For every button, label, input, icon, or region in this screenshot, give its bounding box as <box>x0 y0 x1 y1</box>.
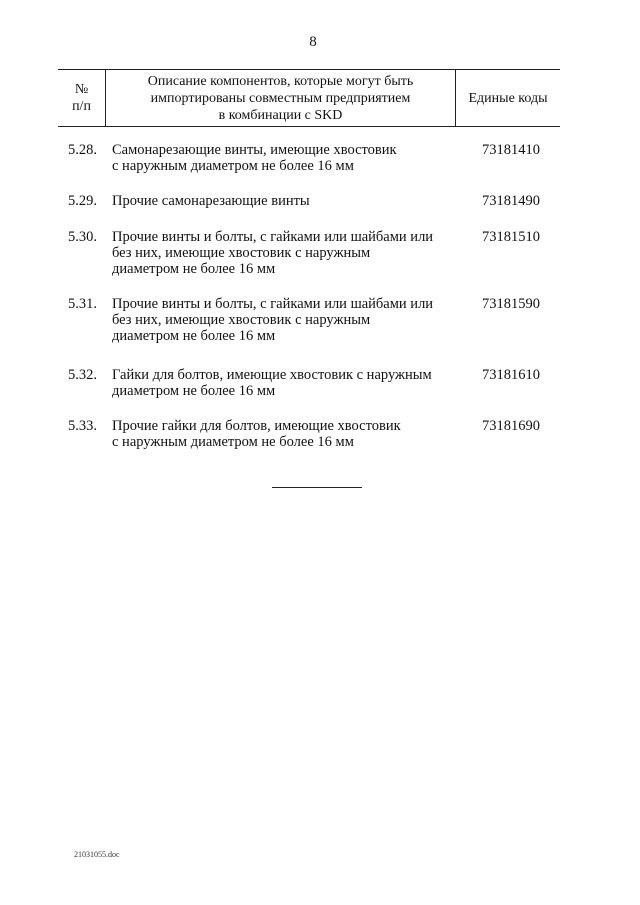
row-number: 5.31. <box>68 296 97 312</box>
row-code: 73181590 <box>482 296 540 312</box>
end-of-table-rule <box>272 487 362 488</box>
row-description-line: диаметром не более 16 мм <box>112 328 276 344</box>
row-code: 73181410 <box>482 142 540 158</box>
row-code: 73181510 <box>482 229 540 245</box>
header-number-abbrev: п/п <box>72 99 91 114</box>
header-description-line: импортированы совместным предприятием <box>150 90 411 106</box>
row-description-line: Прочие винты и болты, с гайками или шайбами или <box>112 296 434 312</box>
row-description-line: без них, имеющие хвостовик с наружным <box>112 312 371 328</box>
row-description-line: с наружным диаметром не более 16 мм <box>112 434 354 450</box>
row-description-line: Самонарезающие винты, имеющие хвостовик <box>112 142 397 158</box>
row-code: 73181690 <box>482 418 540 434</box>
row-description-line: Прочие самонарезающие винты <box>112 193 310 209</box>
row-description-line: диаметром не более 16 мм <box>112 261 276 277</box>
row-code: 73181610 <box>482 367 540 383</box>
row-description <box>112 296 462 344</box>
row-number: 5.30. <box>68 229 97 245</box>
row-number: 5.28. <box>68 142 97 158</box>
row-number: 5.32. <box>68 367 97 383</box>
row-description <box>112 142 462 174</box>
row-description <box>112 193 462 209</box>
header-number-symbol: № <box>74 82 89 97</box>
row-description <box>112 229 462 277</box>
table-header <box>58 69 560 127</box>
row-description-line: Гайки для болтов, имеющие хвостовик с наружным <box>112 367 432 383</box>
row-description-line: Прочие винты и болты, с гайками или шайбами или <box>112 229 434 245</box>
header-code-column: Единые коды <box>468 90 548 106</box>
row-description-line: диаметром не более 16 мм <box>112 383 276 399</box>
page-number: 8 <box>309 34 317 50</box>
header-description-column <box>106 70 456 126</box>
header-description-line: в комбинации с SKD <box>218 107 343 123</box>
row-description-line: Прочие гайки для болтов, имеющие хвостовик <box>112 418 401 434</box>
row-description <box>112 418 462 450</box>
row-description <box>112 367 462 399</box>
row-description-line: без них, имеющие хвостовик с наружным <box>112 245 371 261</box>
row-number: 5.29. <box>68 193 97 209</box>
row-number: 5.33. <box>68 418 97 434</box>
header-number-column <box>58 70 106 126</box>
footer-filename: 21031055.doc <box>74 850 120 859</box>
row-code: 73181490 <box>482 193 540 209</box>
row-description-line: с наружным диаметром не более 16 мм <box>112 158 354 174</box>
header-description-line: Описание компонентов, которые могут быть <box>147 73 414 89</box>
